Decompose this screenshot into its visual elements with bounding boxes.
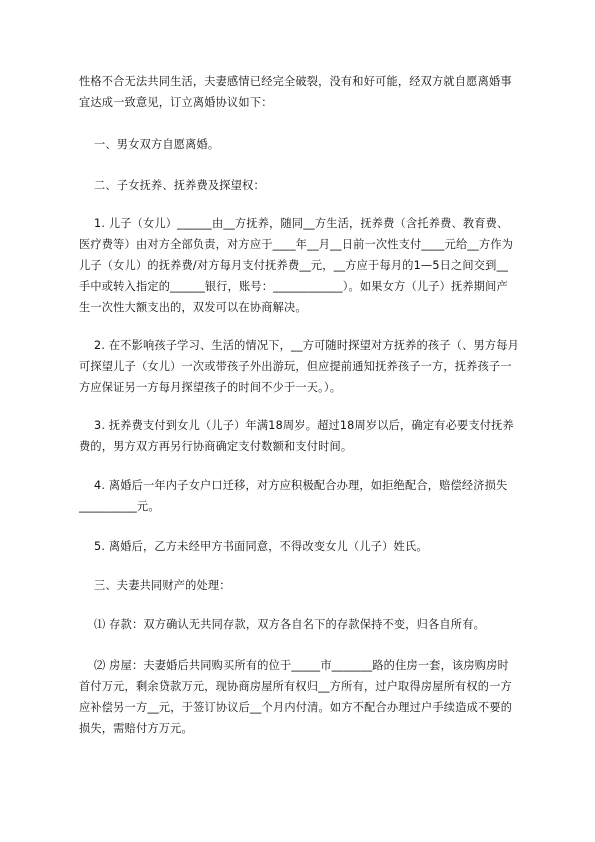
property-deposits: ⑴ 存款：双方确认无共同存款，双方各自名下的存款保持不变，归各自所有。 bbox=[79, 618, 485, 631]
clause-2-heading: 二、子女抚养、抚养费及探望权： bbox=[79, 179, 265, 192]
custody-item-4: 4. 离婚后一年内子女户口迁移，对方应积极配合办理，如拒绝配合，赔偿经济损失__________元。 bbox=[79, 479, 508, 513]
clause-3-heading: 三、夫妻共同财产的处理： bbox=[79, 579, 231, 592]
property-house: ⑵ 房屋：夫妻婚后共同购买所有的位于_____市_______路的住房一套，该房购房时首付万元，剩余贷款万元，现协商房屋所有权归__方所有，过户取得房屋所有权的一方应补偿另一方__元，于签订协议后__个月内付清。如方不配合办理过户手续造成不要的损失，需赔付方万元。 bbox=[79, 659, 513, 735]
intro-paragraph: 性格不合无法共同生活，夫妻感情已经完全破裂，没有和好可能，经双方就自愿离婚事宜达成一致意见，订立离婚协议如下： bbox=[79, 75, 512, 109]
custody-item-1: 1. 儿子（女儿）______由__方抚养，随同__方生活，抚养费（含托养费、教育费、医疗费等）由对方全部负责，对方应于____年__月__日前一次性支付____元给__方作为儿子（女儿）的抚养费/对方每月支付抚养费__元，__方应于每月的1—5日之间交到__手中或转入指定的______银行，账号：____________）。如果女方（儿子）抚养期间产生一次性大额支出的，双发可以在协商解决。 bbox=[79, 217, 514, 314]
custody-item-3: 3. 抚养费支付到女儿（儿子）年满18周岁。超过18周岁以后，确定有必要支付抚养费的，男方双方再另行协商确定支付数额和支付时间。 bbox=[79, 419, 514, 453]
custody-item-5: 5. 离婚后，乙方未经甲方书面同意，不得改变女儿（儿子）姓氏。 bbox=[79, 540, 428, 553]
clause-1-heading: 一、男女双方自愿离婚。 bbox=[79, 138, 220, 151]
custody-item-2: 2. 在不影响孩子学习、生活的情况下，__方可随时探望对方抚养的孩子（、男方每月可探望儿子（女儿）一次或带孩子外出游玩，但应提前通知抚养孩子一方，抚养孩子一方应保证另一方每月探望孩子的时间不少于一天。）。 bbox=[79, 339, 520, 394]
